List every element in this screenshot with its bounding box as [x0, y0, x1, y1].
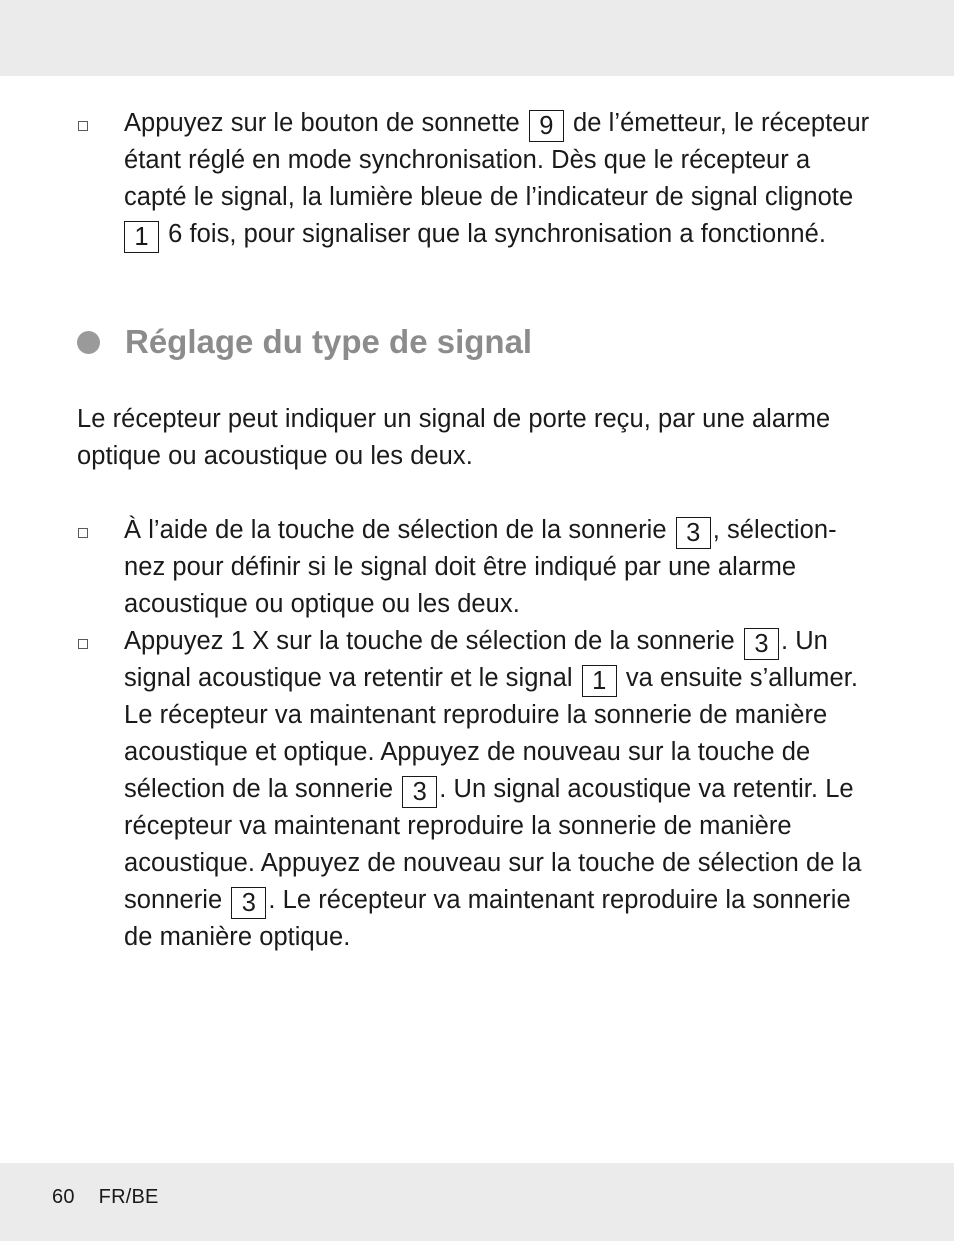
step2-line-2: nez pour définir si le signal doit être indiqué par une alarme — [124, 553, 797, 581]
section-title: Réglage du type de signal — [125, 323, 533, 360]
ref-number-box: 1 — [582, 665, 617, 697]
step1-line-4: 1 6 fois, pour signaliser que la synchronisation a fonctionné. — [124, 216, 826, 253]
step3-line-7: acoustique. Appuyez de nouveau sur la touche de sélection de la — [124, 849, 862, 877]
page-number: 60 — [52, 1186, 75, 1208]
ref-number-box: 3 — [744, 628, 779, 660]
step3-line-4: acoustique et optique. Appuyez de nouveau sur la touche de — [124, 738, 811, 766]
step-checkbox — [78, 639, 88, 649]
footer — [52, 1186, 159, 1209]
section-bullet-icon — [77, 331, 100, 354]
step1-line-1: Appuyez sur le bouton de sonnette 9 de l’émetteur, le récepteur — [124, 109, 870, 140]
ref-number-box: 3 — [676, 517, 711, 549]
ref-number-box: 9 — [529, 110, 564, 142]
step3-line-8: sonnerie 3 . Le récepteur va maintenant reproduire la sonnerie — [124, 886, 851, 917]
step-checkbox — [78, 528, 88, 538]
step1-line-3: capté le signal, la lumière bleue de l’indicateur de signal clignote — [124, 183, 854, 211]
step3-line-9: de manière optique. — [124, 923, 351, 951]
step3-line-1: Appuyez 1 X sur la touche de sélection de la sonnerie 3 . Un — [124, 627, 828, 658]
step3-line-5: sélection de la sonnerie 3 . Un signal acoustique va retentir. Le — [124, 775, 854, 806]
ref-number-box: 3 — [231, 887, 266, 919]
step2-line-1: À l’aide de la touche de sélection de la sonnerie 3 , sélection- — [124, 516, 837, 547]
step3-line-3: Le récepteur va maintenant reproduire la sonnerie de manière — [124, 701, 828, 729]
step-checkbox — [78, 121, 88, 131]
ref-number-box: 1 — [124, 221, 159, 253]
intro-line-1: Le récepteur peut indiquer un signal de porte reçu, par une alarme — [77, 405, 831, 433]
step3-line-6: récepteur va maintenant reproduire la sonnerie de manière — [124, 812, 792, 840]
header-band — [0, 0, 954, 76]
ref-number-box: 3 — [402, 776, 437, 808]
step3-line-2: signal acoustique va retentir et le signal 1 va ensuite s’allumer. — [124, 664, 858, 695]
language-code: FR/BE — [98, 1186, 159, 1208]
step2-line-3: acoustique ou optique ou les deux. — [124, 590, 520, 618]
intro-line-2: optique ou acoustique ou les deux. — [77, 442, 473, 470]
step1-line-2: étant réglé en mode synchronisation. Dès que le récepteur a — [124, 146, 811, 174]
